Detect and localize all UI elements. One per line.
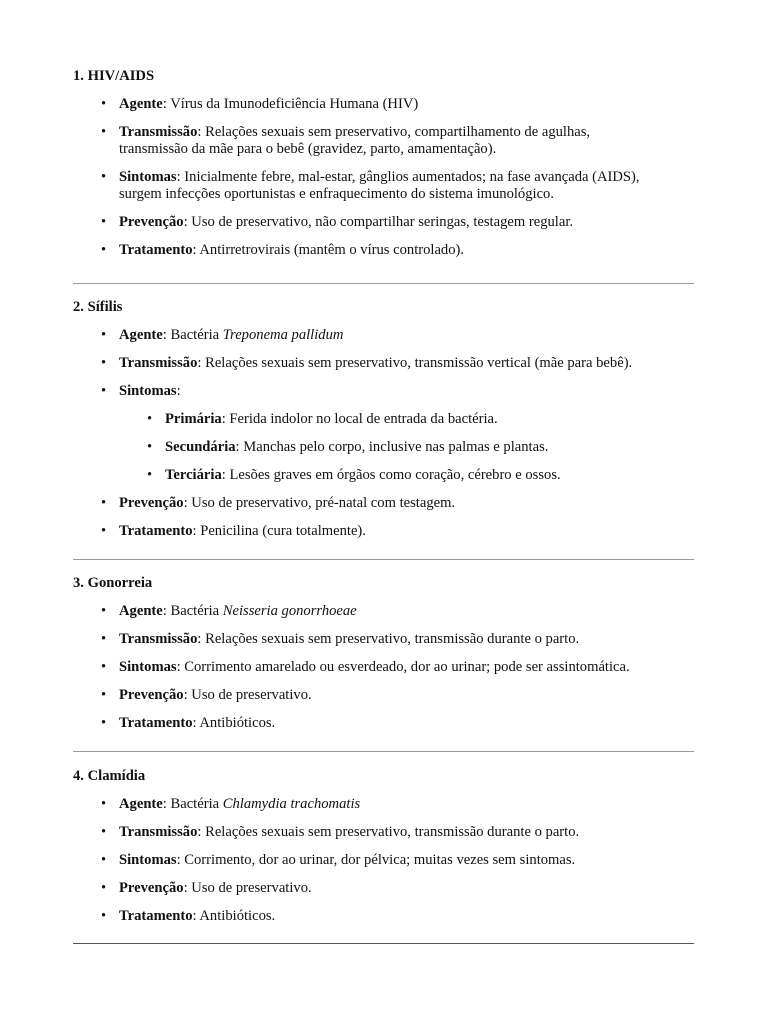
section-list	[73, 327, 694, 540]
section-title: 2. Sífilis	[73, 299, 123, 315]
bullet-icon: •	[101, 908, 107, 924]
bullet-icon: •	[101, 659, 107, 675]
divider	[73, 559, 694, 560]
bullet-icon: •	[101, 96, 107, 112]
divider	[73, 751, 694, 752]
list-item-agente: • Agente: Vírus da Imunodeficiência Humana (HIV)	[101, 96, 419, 112]
list-item-agente: • Agente: Bactéria Chlamydia trachomatis	[101, 796, 361, 812]
bullet-icon: •	[101, 495, 107, 511]
bullet-icon: •	[101, 880, 107, 896]
bullet-icon: •	[101, 124, 107, 140]
section-title: 1. HIV/AIDS	[73, 68, 155, 84]
sublist-item-terciaria: • Terciária: Lesões graves em órgãos como coração, cérebro e ossos.	[147, 467, 561, 483]
list-item-tratamento: • Tratamento: Penicilina (cura totalmente).	[101, 523, 366, 539]
sublist-item-primaria: • Primária: Ferida indolor no local de entrada da bactéria.	[147, 411, 498, 427]
bullet-icon: •	[101, 383, 107, 399]
list-item-agente: • Agente: Bactéria Neisseria gonorrhoeae	[101, 603, 357, 619]
bullet-icon: •	[101, 603, 107, 619]
list-item-transmissao: • Transmissão: Relações sexuais sem preservativo, compartilhamento de agulhas, transmissão da mãe para o bebê (gravidez, parto, amamentação).	[101, 124, 591, 157]
sublist-item-secundaria: • Secundária: Manchas pelo corpo, inclusive nas palmas e plantas.	[147, 439, 549, 455]
list-item-tratamento: • Tratamento: Antibióticos.	[101, 715, 276, 731]
section-list	[73, 96, 694, 259]
section-title: 3. Gonorreia	[73, 575, 153, 591]
section-list	[73, 603, 694, 732]
bullet-icon: •	[101, 852, 107, 868]
bullet-icon: •	[101, 214, 107, 230]
list-item-agente: • Agente: Bactéria Treponema pallidum	[101, 327, 344, 343]
list-item-sintomas: • Sintomas: Inicialmente febre, mal-estar, gânglios aumentados; na fase avançada (AIDS), surgem infecções oportunistas e enfraquecimento do sistema imunológico.	[101, 169, 640, 202]
list-item-transmissao: • Transmissão: Relações sexuais sem preservativo, transmissão durante o parto.	[101, 631, 580, 647]
bullet-icon: •	[101, 523, 107, 539]
list-item-sintomas: • Sintomas: Corrimento amarelado ou esverdeado, dor ao urinar; pode ser assintomática.	[101, 659, 630, 675]
bullet-icon: •	[147, 467, 153, 483]
bullet-icon: •	[101, 169, 107, 185]
list-item-sintomas: • Sintomas:	[101, 383, 181, 399]
list-item-sintomas: • Sintomas: Corrimento, dor ao urinar, dor pélvica; muitas vezes sem sintomas.	[101, 852, 576, 868]
bullet-icon: •	[147, 439, 153, 455]
divider	[73, 943, 694, 944]
list-item-transmissao: • Transmissão: Relações sexuais sem preservativo, transmissão vertical (mãe para bebê).	[101, 355, 633, 371]
divider	[73, 283, 694, 284]
bullet-icon: •	[101, 715, 107, 731]
bullet-icon: •	[101, 242, 107, 258]
bullet-icon: •	[101, 824, 107, 840]
list-item-prevencao: • Prevenção: Uso de preservativo.	[101, 880, 312, 896]
list-item-prevencao: • Prevenção: Uso de preservativo.	[101, 687, 312, 703]
section-gonorreia	[73, 575, 694, 732]
bullet-icon: •	[101, 327, 107, 343]
list-item-transmissao: • Transmissão: Relações sexuais sem preservativo, transmissão durante o parto.	[101, 824, 580, 840]
bullet-icon: •	[101, 687, 107, 703]
list-item-prevencao: • Prevenção: Uso de preservativo, pré-natal com testagem.	[101, 495, 456, 511]
section-clamidia	[73, 768, 694, 925]
list-item-tratamento: • Tratamento: Antibióticos.	[101, 908, 276, 924]
section-title: 4. Clamídia	[73, 768, 146, 784]
bullet-icon: •	[101, 631, 107, 647]
section-sifilis	[73, 299, 694, 540]
bullet-icon: •	[101, 355, 107, 371]
list-item-tratamento: • Tratamento: Antirretrovirais (mantêm o vírus controlado).	[101, 242, 465, 258]
bullet-icon: •	[147, 411, 153, 427]
section-list	[73, 796, 694, 925]
bullet-icon: •	[101, 796, 107, 812]
section-hiv-aids	[73, 68, 694, 259]
list-item-prevencao: • Prevenção: Uso de preservativo, não compartilhar seringas, testagem regular.	[101, 214, 574, 230]
